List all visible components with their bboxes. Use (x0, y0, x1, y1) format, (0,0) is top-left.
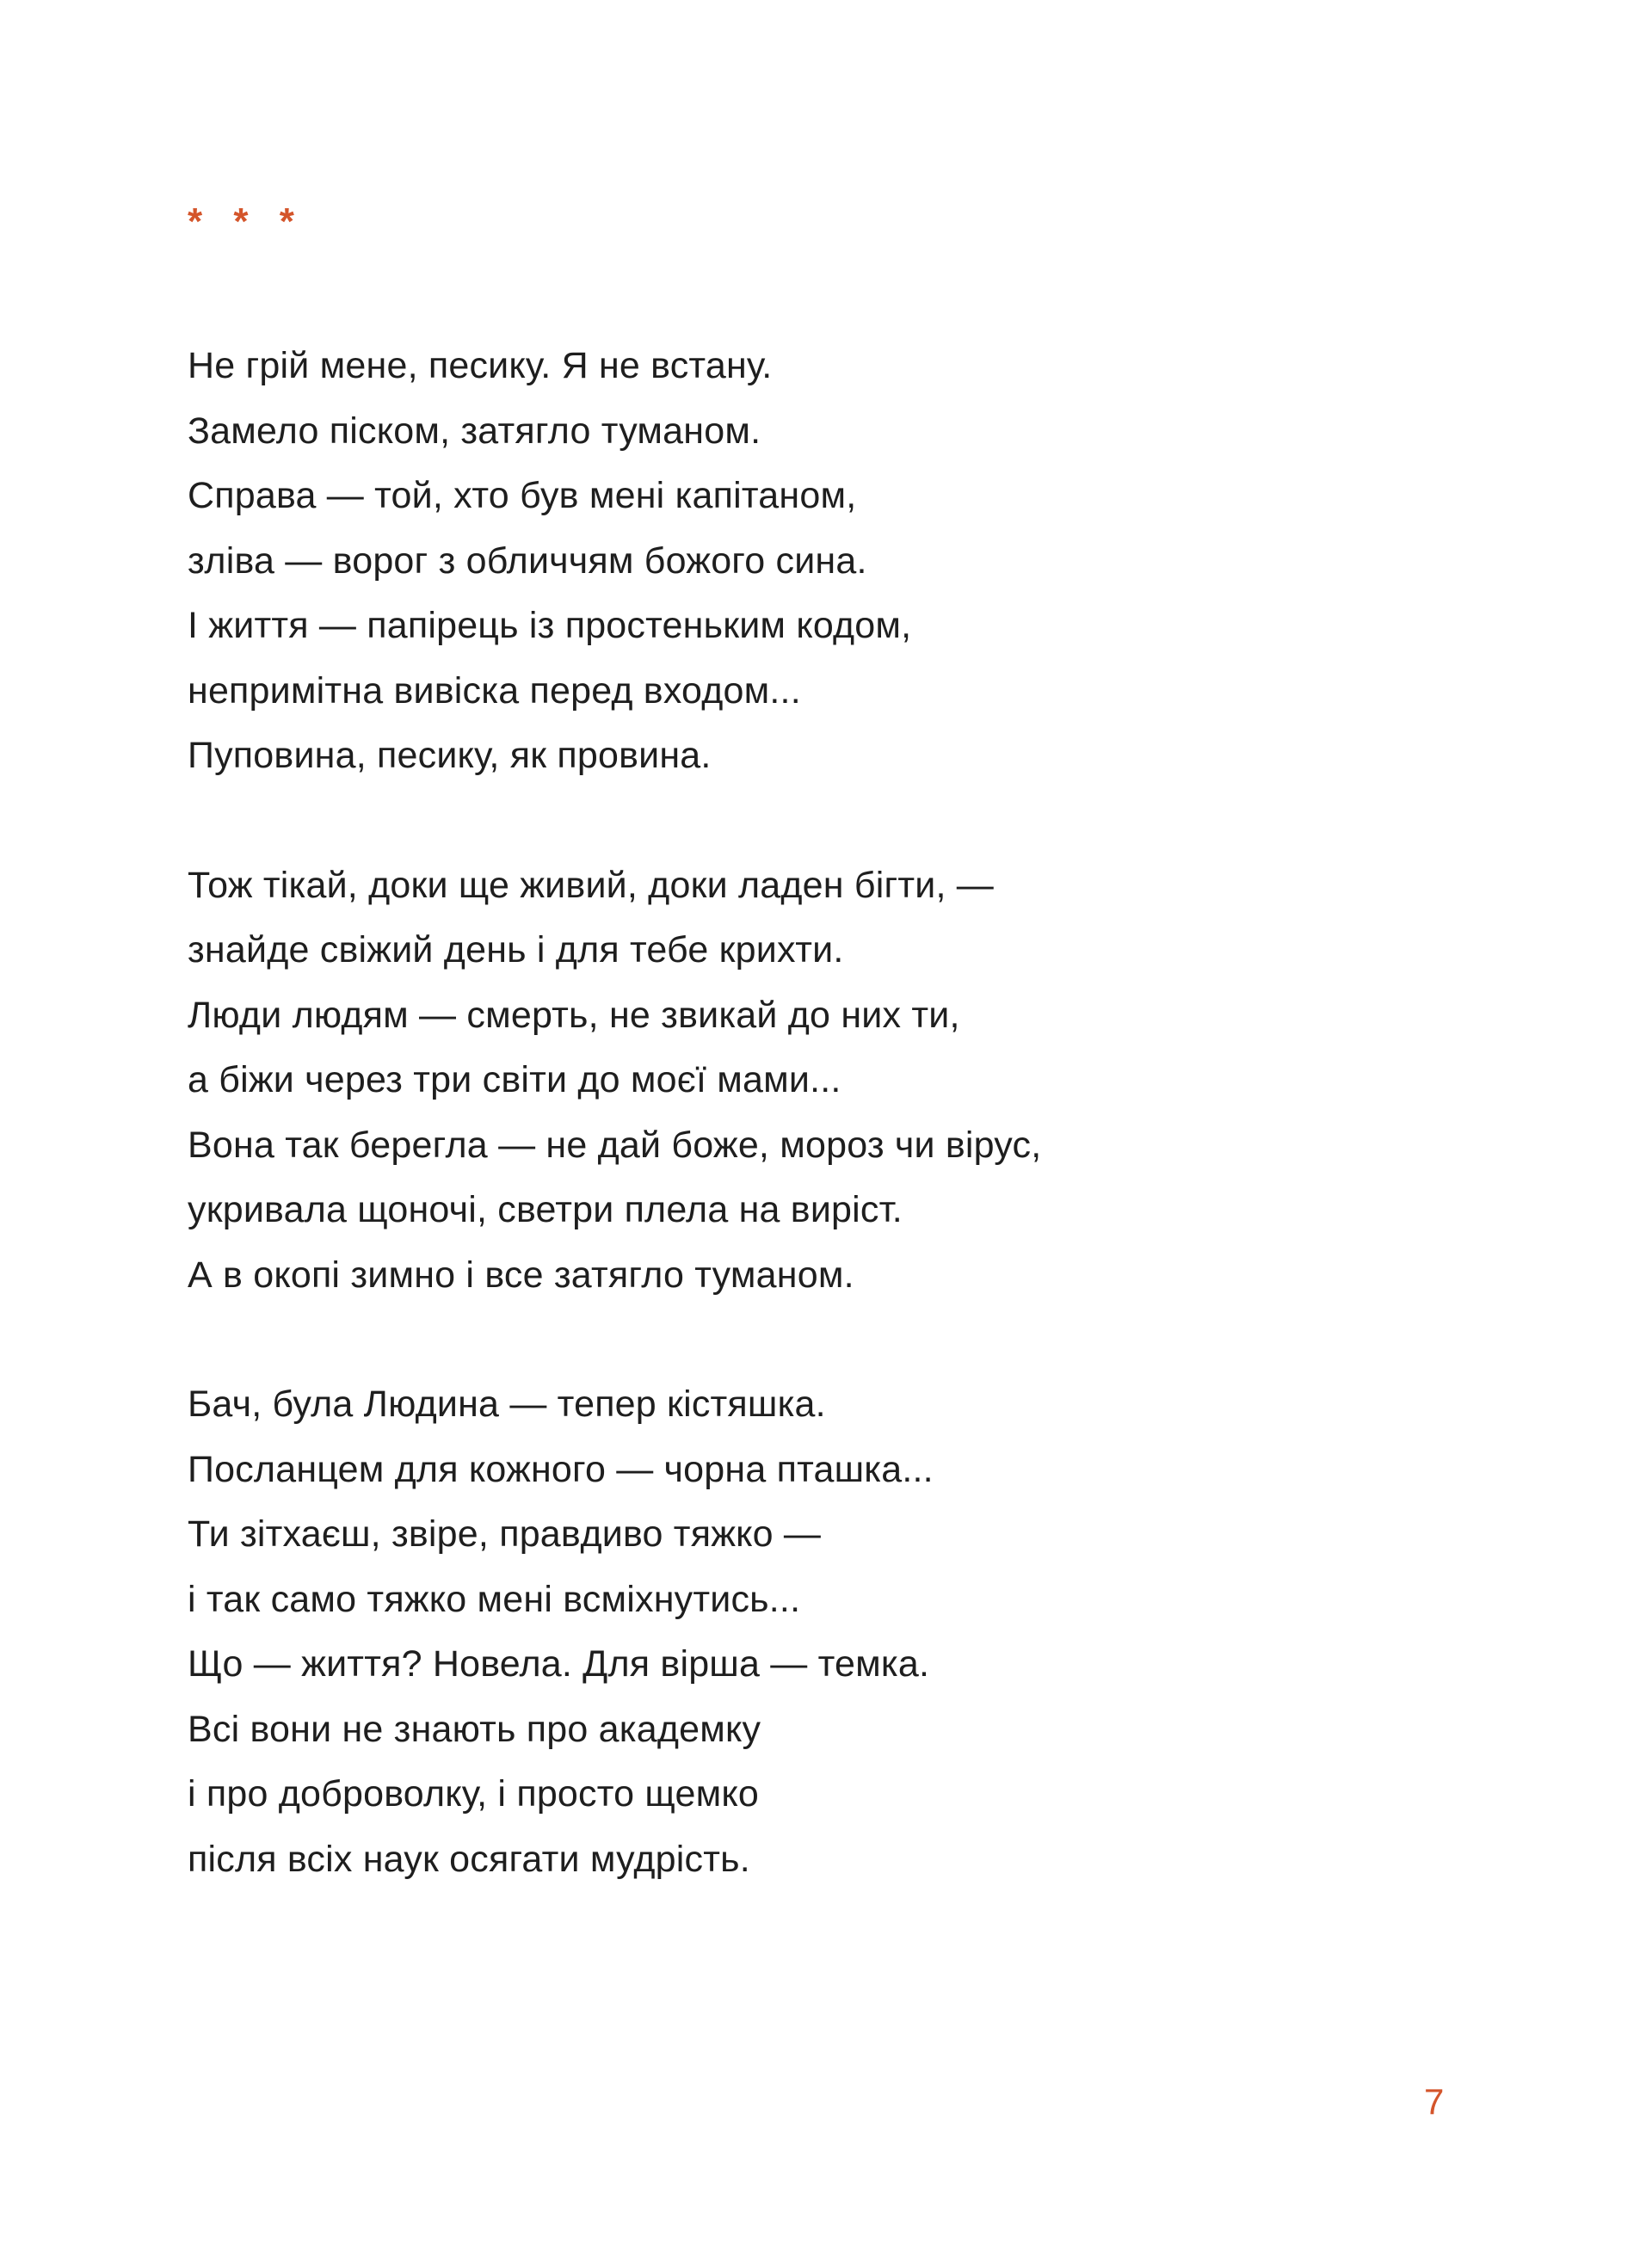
poem-line: А в окопі зимно і все затягло туманом. (188, 1254, 854, 1296)
page-number: 7 (1424, 2081, 1445, 2122)
poem-line: І життя — папірець із простеньким кодом, (188, 605, 912, 646)
poem-line: укривала щоночі, светри плела на виріст. (188, 1189, 903, 1230)
poem-line: зліва — ворог з обличчям божого сина. (188, 539, 867, 582)
poem-line: після всіх наук осягати мудрість. (188, 1838, 750, 1880)
poem-line: Всі вони не знають про академку (188, 1708, 761, 1750)
poem-line: а біжи через три світи до моєї мами... (188, 1059, 841, 1100)
stanza (188, 1372, 1478, 1892)
poem-line: Люди людям — смерть, не звикай до них ти, (188, 994, 960, 1036)
poem-line: непримітна вивіска перед входом... (188, 669, 801, 712)
poem-line: Не грій мене, песику. Я не встану. (188, 345, 773, 386)
stanza (188, 853, 1478, 1309)
poem-line: Тож тікай, доки ще живий, доки ладен бігти, — (188, 864, 994, 906)
section-ornament: * * * (188, 200, 305, 243)
poem-line: Вона так берегла — не дай боже, мороз чи вірус, (188, 1124, 1042, 1166)
poem-line: Ти зітхаєш, звіре, правдиво тяжко — (188, 1513, 822, 1555)
poem-line: Пуповина, песику, як провина. (188, 735, 712, 776)
poem-line: Замело піском, затягло туманом. (188, 410, 761, 452)
poem-line: і про доброволку, і просто щемко (188, 1773, 759, 1815)
poem (188, 334, 1478, 1956)
poem-line: Посланцем для кожного — чорна пташка... (188, 1448, 934, 1490)
stanza (188, 334, 1478, 789)
poem-line: знайде свіжий день і для тебе крихти. (188, 929, 844, 971)
poem-line: Що — життя? Новела. Для вірша — темка. (188, 1643, 930, 1685)
poem-line: Справа — той, хто був мені капітаном, (188, 475, 857, 516)
poem-line: Бач, була Людина — тепер кістяшка. (188, 1383, 826, 1425)
poem-line: і так само тяжко мені всміхнутись... (188, 1578, 801, 1620)
